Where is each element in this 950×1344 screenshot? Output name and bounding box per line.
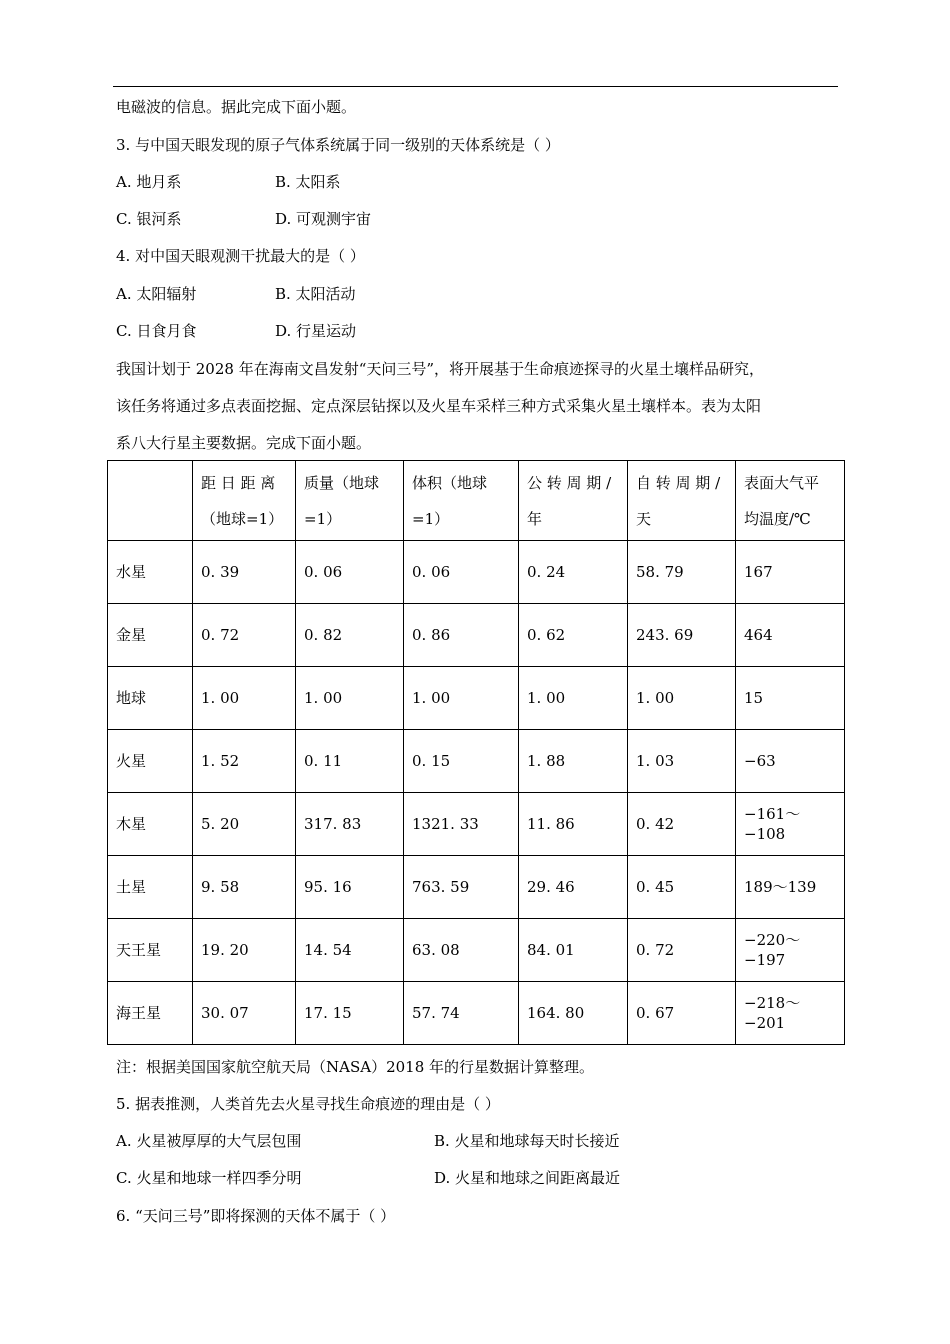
mass-cell: 17. 15 bbox=[296, 982, 404, 1045]
table-row bbox=[108, 604, 845, 667]
volume-cell: 0. 86 bbox=[404, 604, 519, 667]
header-cell-distance: 距 日 距 离 （地球=1） bbox=[193, 461, 296, 541]
table-row bbox=[108, 982, 845, 1045]
temperature-cell: −218～−201 bbox=[736, 982, 845, 1045]
question-6-stem: 6. “天问三号”即将探测的天体不属于（ ） bbox=[116, 1207, 396, 1225]
question-4-option-b[interactable]: B. 太阳活动 bbox=[275, 285, 356, 303]
rotation-period-cell: 0. 72 bbox=[628, 919, 736, 982]
intro-line-3: 系八大行星主要数据。完成下面小题。 bbox=[116, 434, 372, 452]
question-4-stem: 4. 对中国天眼观测干扰最大的是（ ） bbox=[116, 247, 365, 265]
question-5-option-d[interactable]: D. 火星和地球之间距离最近 bbox=[434, 1169, 621, 1187]
mass-cell: 1. 00 bbox=[296, 667, 404, 730]
header-cell-blank bbox=[108, 461, 193, 541]
rotation-period-cell: 243. 69 bbox=[628, 604, 736, 667]
planet-data-table bbox=[107, 460, 845, 1045]
distance-cell: 5. 20 bbox=[193, 793, 296, 856]
question-4-option-d[interactable]: D. 行星运动 bbox=[275, 322, 357, 340]
rotation-period-cell: 0. 45 bbox=[628, 856, 736, 919]
rotation-period-cell: 0. 42 bbox=[628, 793, 736, 856]
planet-name-cell: 地球 bbox=[108, 667, 193, 730]
volume-cell: 0. 06 bbox=[404, 541, 519, 604]
temperature-cell: 189～139 bbox=[736, 856, 845, 919]
question-3-stem: 3. 与中国天眼发现的原子气体系统属于同一级别的天体系统是（ ） bbox=[116, 136, 560, 154]
table-row bbox=[108, 730, 845, 793]
volume-cell: 57. 74 bbox=[404, 982, 519, 1045]
planet-name-cell: 木星 bbox=[108, 793, 193, 856]
mass-cell: 0. 11 bbox=[296, 730, 404, 793]
distance-cell: 0. 39 bbox=[193, 541, 296, 604]
distance-cell: 9. 58 bbox=[193, 856, 296, 919]
planet-name-cell: 金星 bbox=[108, 604, 193, 667]
header-cell-temperature: 表面大气平 均温度/℃ bbox=[736, 461, 845, 541]
header-rule bbox=[113, 86, 838, 87]
question-5-stem: 5. 据表推测，人类首先去火星寻找生命痕迹的理由是（ ） bbox=[116, 1095, 500, 1113]
rotation-period-cell: 1. 00 bbox=[628, 667, 736, 730]
header-cell-mass: 质量（地球 =1） bbox=[296, 461, 404, 541]
temperature-cell: −161～−108 bbox=[736, 793, 845, 856]
question-3-option-d[interactable]: D. 可观测宇宙 bbox=[275, 210, 372, 228]
mass-cell: 95. 16 bbox=[296, 856, 404, 919]
planet-name-cell: 天王星 bbox=[108, 919, 193, 982]
mass-cell: 0. 06 bbox=[296, 541, 404, 604]
volume-cell: 1321. 33 bbox=[404, 793, 519, 856]
planet-name-cell: 海王星 bbox=[108, 982, 193, 1045]
volume-cell: 0. 15 bbox=[404, 730, 519, 793]
intro-line-2: 该任务将通过多点表面挖掘、定点深层钻探以及火星车采样三种方式采集火星土壤样本。表为太阳 bbox=[116, 397, 762, 415]
table-header-row bbox=[108, 461, 845, 541]
question-5-option-b[interactable]: B. 火星和地球每天时长接近 bbox=[434, 1132, 620, 1150]
volume-cell: 763. 59 bbox=[404, 856, 519, 919]
orbital-period-cell: 0. 62 bbox=[519, 604, 628, 667]
planet-name-cell: 水星 bbox=[108, 541, 193, 604]
distance-cell: 1. 52 bbox=[193, 730, 296, 793]
mass-cell: 14. 54 bbox=[296, 919, 404, 982]
table-note: 注：根据美国国家航空航天局（NASA）2018 年的行星数据计算整理。 bbox=[116, 1058, 595, 1076]
mass-cell: 317. 83 bbox=[296, 793, 404, 856]
distance-cell: 30. 07 bbox=[193, 982, 296, 1045]
header-cell-volume: 体积（地球 =1） bbox=[404, 461, 519, 541]
temperature-cell: −220～−197 bbox=[736, 919, 845, 982]
question-4-option-a[interactable]: A. 太阳辐射 bbox=[116, 285, 197, 303]
intro-line-1: 我国计划于 2028 年在海南文昌发射“天问三号”，将开展基于生命痕迹探寻的火星土壤样品研究， bbox=[116, 360, 765, 378]
orbital-period-cell: 1. 00 bbox=[519, 667, 628, 730]
distance-cell: 19. 20 bbox=[193, 919, 296, 982]
orbital-period-cell: 164. 80 bbox=[519, 982, 628, 1045]
temperature-cell: −63 bbox=[736, 730, 845, 793]
question-3-option-a[interactable]: A. 地月系 bbox=[116, 173, 182, 191]
orbital-period-cell: 84. 01 bbox=[519, 919, 628, 982]
distance-cell: 0. 72 bbox=[193, 604, 296, 667]
question-3-option-b[interactable]: B. 太阳系 bbox=[275, 173, 341, 191]
table-row bbox=[108, 856, 845, 919]
rotation-period-cell: 1. 03 bbox=[628, 730, 736, 793]
temperature-cell: 167 bbox=[736, 541, 845, 604]
table-row bbox=[108, 667, 845, 730]
temperature-cell: 464 bbox=[736, 604, 845, 667]
volume-cell: 63. 08 bbox=[404, 919, 519, 982]
question-5-option-c[interactable]: C. 火星和地球一样四季分明 bbox=[116, 1169, 302, 1187]
temperature-cell: 15 bbox=[736, 667, 845, 730]
orbital-period-cell: 11. 86 bbox=[519, 793, 628, 856]
distance-cell: 1. 00 bbox=[193, 667, 296, 730]
header-cell-orbital-period: 公 转 周 期 / 年 bbox=[519, 461, 628, 541]
table-row bbox=[108, 793, 845, 856]
mass-cell: 0. 82 bbox=[296, 604, 404, 667]
table-row bbox=[108, 541, 845, 604]
volume-cell: 1. 00 bbox=[404, 667, 519, 730]
planet-name-cell: 土星 bbox=[108, 856, 193, 919]
planet-name-cell: 火星 bbox=[108, 730, 193, 793]
orbital-period-cell: 1. 88 bbox=[519, 730, 628, 793]
orbital-period-cell: 29. 46 bbox=[519, 856, 628, 919]
table-row bbox=[108, 919, 845, 982]
question-4-option-c[interactable]: C. 日食月食 bbox=[116, 322, 197, 340]
rotation-period-cell: 0. 67 bbox=[628, 982, 736, 1045]
question-3-option-c[interactable]: C. 银河系 bbox=[116, 210, 182, 228]
question-5-option-a[interactable]: A. 火星被厚厚的大气层包围 bbox=[116, 1132, 302, 1150]
orbital-period-cell: 0. 24 bbox=[519, 541, 628, 604]
rotation-period-cell: 58. 79 bbox=[628, 541, 736, 604]
top-line-text: 电磁波的信息。据此完成下面小题。 bbox=[116, 98, 357, 116]
header-cell-rotation-period: 自 转 周 期 / 天 bbox=[628, 461, 736, 541]
